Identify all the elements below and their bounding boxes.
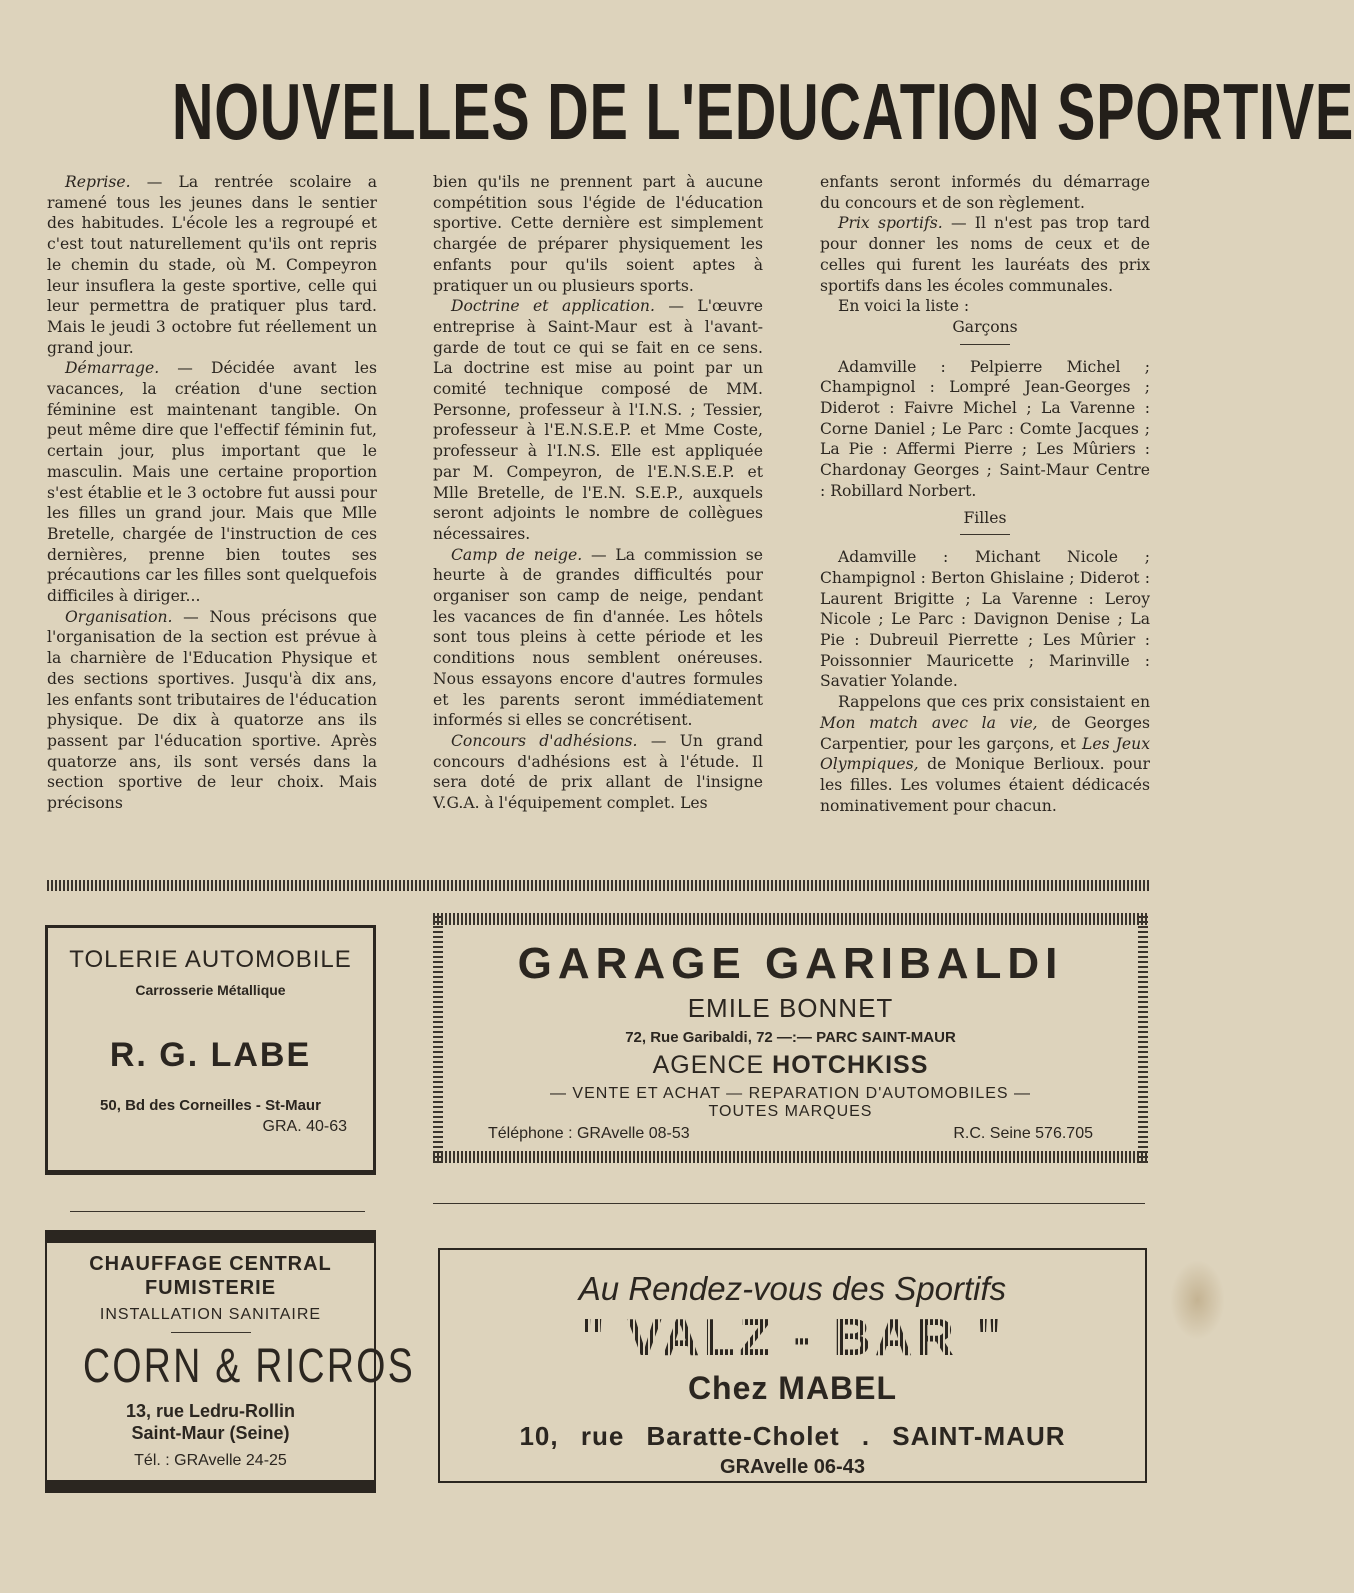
ad-address: 50, Bd des Corneilles - St-Maur (100, 1097, 321, 1114)
ad-agence-label: AGENCE (652, 1051, 765, 1079)
paragraph-text: — La commission se heurte à de grandes difficultés pour organiser son camp de neige, pendant les vacances de fin d'année. Les hôtels sont tous pleins à cette période et les conditions nous semblent onéreuses. Nous essayons encore d'autres formules et les parents seront immédiatement informés si elles se concrétisent. (433, 545, 763, 730)
ad-address: 72, Rue Garibaldi, 72 —:— PARC SAINT-MAUR (625, 1029, 956, 1046)
divider (171, 1332, 251, 1333)
ad-phone: Tél. : GRAvelle 24-25 (134, 1452, 287, 1469)
book-title: Mon match avec la vie, (820, 713, 1038, 732)
paragraph-text: — Un grand concours d'adhésions est à l'étude. Il sera doté de prix allant de l'insigne V.G.A. à l'équipement complet. Les (433, 731, 763, 813)
ad-services: — VENTE ET ACHAT — REPARATION D'AUTOMOBILES — (549, 1085, 1032, 1102)
ad-border (45, 1230, 376, 1243)
paragraph-lead: Doctrine et application. (451, 297, 655, 316)
paragraph: En voici la liste : (838, 297, 970, 316)
paragraph (47, 607, 377, 814)
ad-brand: HOTCHKISS (772, 1051, 929, 1079)
paragraph-lead: Reprise. (65, 173, 131, 191)
paragraph (47, 172, 377, 358)
paragraph (47, 358, 377, 606)
paragraph-lead: Organisation. (65, 607, 173, 626)
paragraph-text: — La rentrée scolaire a ramené tous les jeunes dans le sentier des habitudes. L'école les a regroupé et c'est tout naturellement qu'ils ont repris le chemin du stade, où M. Compeyron leur insuflera la geste sportive, celle qui leur permettra de pratiquer plus tard. Mais le jeudi 3 octobre fut réellement un grand jour. (47, 173, 377, 357)
paragraph (433, 172, 763, 296)
ad-border (433, 1151, 1148, 1163)
ad-garage-garibaldi (433, 913, 1148, 1163)
article-column-3 (820, 172, 1150, 816)
ad-subheading: Carrosserie Métallique (135, 982, 286, 998)
paragraph (433, 731, 763, 814)
subheading-filles: Filles (963, 508, 1007, 527)
divider (960, 344, 1010, 345)
ad-address: 10, rue Baratte-Cholet . SAINT-MAUR (519, 1421, 1066, 1451)
ad-phone: Téléphone : GRAvelle 08-53 (488, 1125, 690, 1142)
paragraph-lead: Camp de neige. (451, 545, 583, 564)
paragraph (433, 296, 763, 544)
paragraph-text: Rappelons que ces prix consistaient en (838, 693, 1150, 712)
ad-business-name: CORN & RICROS (82, 1340, 416, 1393)
paragraph: enfants seront informés du démarrage du concours et de son règlement. (820, 173, 1150, 212)
page-title: NOUVELLES DE L'EDUCATION SPORTIVE (171, 67, 1354, 156)
book-title: Les Jeux Olympiques, (820, 734, 1150, 774)
ad-address-line: Saint-Maur (Seine) (131, 1423, 290, 1443)
prize-list-filles: Adamville : Michant Nicole ; Champignol : Berton Ghislaine ; Diderot : Laurent Brigitte ; La Varenne : Leroy Nicole ; Le Parc : Davignon Denise ; La Pie : Dubreuil Pierrette ; Les Mûrier : Poissonnier Mauricette ; Marinville : Savatier Yolande. (820, 548, 1150, 691)
paragraph (820, 213, 1150, 296)
paper-stain (1170, 1260, 1225, 1340)
ad-border (433, 913, 1148, 925)
paragraph (433, 545, 763, 731)
ad-agence (433, 1051, 1148, 1080)
ad-owner: EMILE BONNET (687, 993, 894, 1023)
ad-border (45, 1480, 376, 1493)
paragraph-lead: Concours d'adhésions. (451, 731, 638, 750)
paragraph-text: — L'œuvre entreprise à Saint-Maur est à l'avant-garde de tout ce qui se fait en ce sens. La doctrine est mise au point par un comité technique composé de MM. Personne, professeur à l'I.N.S. ; Tessier, professeur à l'E.N.S.E.P. et Mme Coste, professeur à l'I.N.S. Elle est appliquée par M. Compeyron, de l'E.N.S.E.P. et Mlle Bretelle, de l'E.N. S.E.P., auxquels seront adjoints le nombre de collègues nécessaires. (433, 297, 763, 543)
ad-rc: R.C. Seine 576.705 (953, 1125, 1093, 1142)
subheading-garcons: Garçons (952, 317, 1018, 336)
ad-marques: TOUTES MARQUES (708, 1103, 873, 1120)
ad-phone: GRAvelle 06-43 (720, 1456, 865, 1478)
ad-phone: GRA. 40-63 (262, 1118, 347, 1135)
paragraph (820, 692, 1150, 816)
paragraph-text: bien qu'ils ne prennent part à aucune compétition sous l'égide de l'éducation sportive. Cette dernière est simplement chargée de préparer physiquement les enfants pour qu'ils soient aptes à pratiquer un ou plusieurs sports. (433, 173, 763, 295)
ad-tolerie-automobile (45, 925, 376, 1175)
ad-chauffage-central (45, 1230, 416, 1493)
ad-address (47, 1400, 374, 1444)
section-separator (47, 880, 1150, 891)
divider (70, 1211, 365, 1212)
ad-valz-bar (438, 1248, 1147, 1483)
ad-business-name: " VALZ - BAR " (440, 1310, 1145, 1366)
paragraph-text: — Il n'est pas trop tard pour donner les noms de ceux et de celles qui furent les lauréats des prix sportifs dans les écoles communales. (820, 214, 1151, 295)
divider (960, 534, 1010, 535)
article-column-2 (433, 172, 763, 814)
ad-business-name: GARAGE GARIBALDI (517, 939, 1064, 988)
divider (433, 1203, 1145, 1204)
article-column-1 (47, 172, 377, 814)
paragraph-text: — Nous précisons que l'organisation de la section est prévue à la charnière de l'Education Physique et des sections sportives. Jusqu'à dix ans, les enfants sont tributaires de l'éducation physique. De dix à quatorze ans ils passent par l'éducation sportive. Après quatorze ans, ils sont versés dans la section sportive de leur choix. Mais précisons (47, 607, 377, 813)
ad-heading: CHAUFFAGE CENTRAL (89, 1253, 332, 1275)
ad-heading: FUMISTERIE (144, 1277, 277, 1299)
ad-chez: Chez MABEL (687, 1370, 898, 1406)
ad-heading: TOLERIE AUTOMOBILE (69, 946, 352, 973)
ad-business-name: R. G. LABE (109, 1036, 312, 1074)
prize-list-garcons: Adamville : Pelpierre Michel ; Champignol : Lompré Jean-Georges ; Diderot : Faivre Michel ; La Varenne : Corne Daniel ; Le Parc : Comte Jacques ; La Pie : Affermi Pierre ; Les Mûriers : Chardonay Georges ; Saint-Maur Centre : Robillard Norbert. (820, 357, 1150, 500)
paragraph-text: de Monique Berlioux. pour les filles. Les volumes étaient dédicacés nominativement pour chacun. (820, 755, 1150, 815)
paragraph-lead: Prix sportifs. (838, 214, 943, 233)
paragraph-lead: Démarrage. (65, 359, 160, 378)
paragraph-text: de Georges Carpentier, pour les garçons, et (820, 713, 1150, 753)
paragraph-text: — Décidée avant les vacances, la création d'une section féminine est maintenant tangible. On peut même dire que l'effectif féminin fut, certain jour, plus important que le masculin. Mais une certaine proportion s'est établie et le 3 octobre fut aussi pour les filles un grand jour. Mais que Mlle Bretelle, chargée de l'instruction de ces dernières, prenne bien toutes ses précautions car les filles sont quelquefois difficiles à diriger... (47, 359, 377, 606)
ad-address-line: 13, rue Ledru-Rollin (125, 1401, 296, 1421)
ad-tagline: Au Rendez-vous des Sportifs (578, 1270, 1007, 1307)
ad-subheading: INSTALLATION SANITAIRE (99, 1306, 322, 1323)
